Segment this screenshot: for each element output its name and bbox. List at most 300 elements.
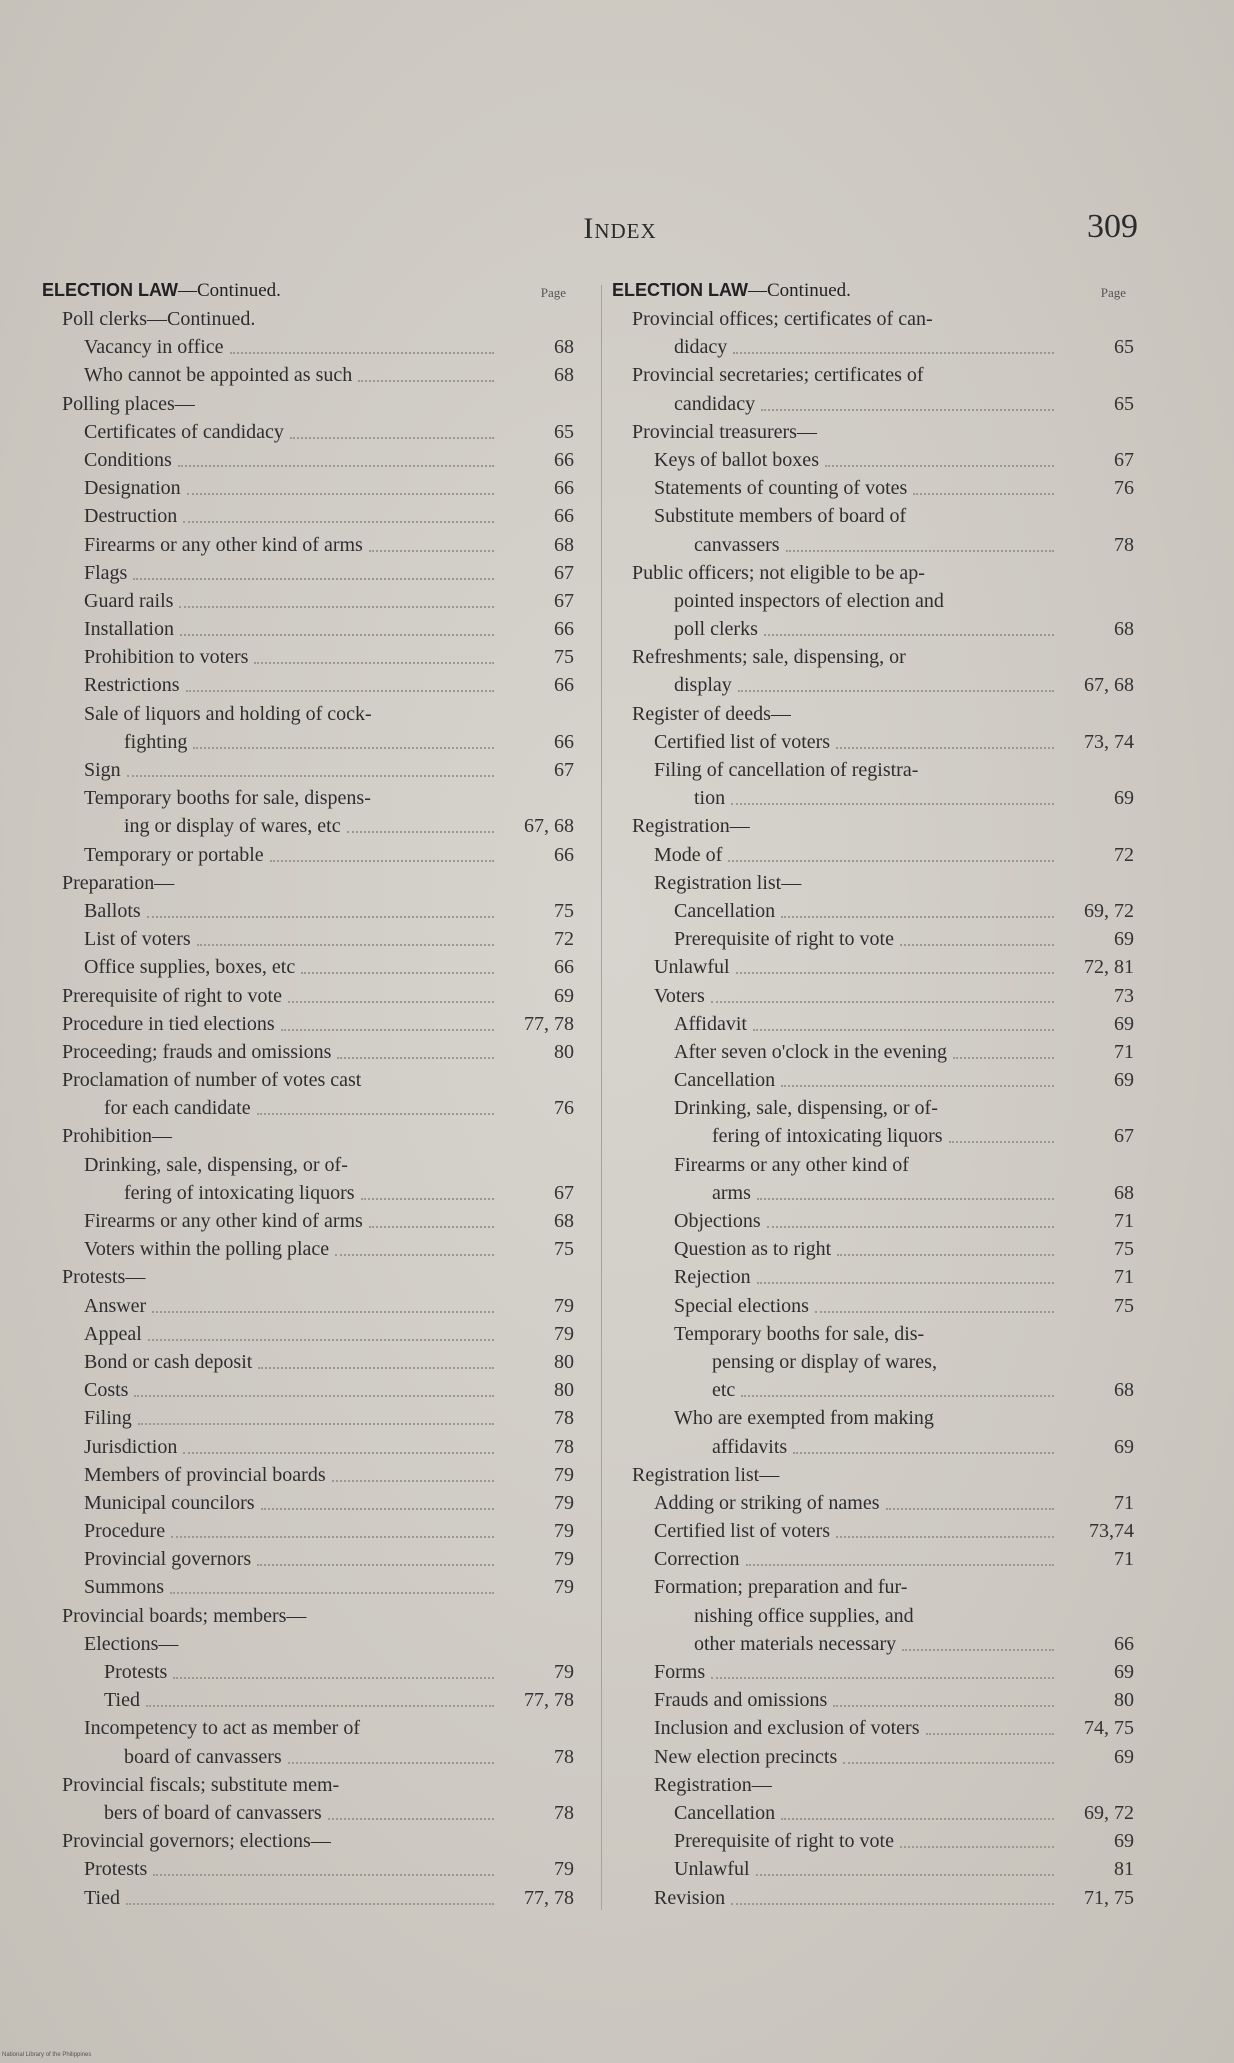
entry-text: Provincial governors; elections— bbox=[62, 1830, 331, 1853]
entry-text: pointed inspectors of election and bbox=[674, 589, 944, 612]
entry-page: 69 bbox=[1114, 1435, 1134, 1458]
entry-page: 66 bbox=[554, 956, 574, 979]
dot-leader bbox=[328, 1818, 494, 1820]
entry-text: Summons bbox=[84, 1576, 165, 1599]
entry-text: Prerequisite of right to vote bbox=[674, 928, 894, 951]
index-entry bbox=[42, 1517, 574, 1545]
entry-page: 67, 68 bbox=[524, 815, 574, 838]
dot-leader bbox=[152, 1311, 494, 1313]
entry-page: 74, 75 bbox=[1084, 1717, 1134, 1740]
dot-leader bbox=[146, 1705, 494, 1707]
index-entry bbox=[612, 1630, 1134, 1658]
entry-text: Temporary booths for sale, dis- bbox=[674, 1322, 925, 1345]
index-entry bbox=[42, 671, 574, 699]
entry-text: Bond or cash deposit bbox=[84, 1350, 253, 1373]
index-entry bbox=[612, 897, 1134, 925]
index-entry bbox=[42, 841, 574, 869]
entry-page: 69, 72 bbox=[1084, 899, 1134, 922]
index-entry bbox=[612, 1038, 1134, 1066]
index-entry bbox=[612, 1348, 1134, 1376]
entry-page: 80 bbox=[554, 1040, 574, 1063]
index-entry bbox=[42, 1376, 574, 1404]
index-entry bbox=[42, 1461, 574, 1489]
dot-leader bbox=[786, 550, 1054, 552]
entry-text: After seven o'clock in the evening bbox=[674, 1040, 947, 1063]
entry-page: 67 bbox=[554, 589, 574, 612]
index-entry bbox=[612, 1545, 1134, 1573]
entry-text: Poll clerks—Continued. bbox=[62, 308, 256, 330]
entry-text: Ballots bbox=[84, 899, 141, 922]
index-entry bbox=[42, 1884, 574, 1912]
entry-text: Provincial offices; certificates of can- bbox=[632, 308, 933, 330]
dot-leader bbox=[170, 1592, 494, 1594]
dot-leader bbox=[230, 352, 494, 354]
index-entry bbox=[42, 1320, 574, 1348]
entry-text: nishing office supplies, and bbox=[694, 1604, 914, 1627]
dot-leader bbox=[767, 1226, 1054, 1228]
entry-text: Costs bbox=[84, 1379, 129, 1402]
entry-text: Forms bbox=[654, 1661, 706, 1683]
entry-text: Incompetency to act as member of bbox=[84, 1717, 360, 1740]
entry-page: 78 bbox=[554, 1435, 574, 1458]
index-entry bbox=[42, 1010, 574, 1038]
index-entry bbox=[612, 1573, 1134, 1601]
entry-page: 69 bbox=[1114, 787, 1134, 810]
dot-leader bbox=[254, 662, 494, 664]
dot-leader bbox=[781, 1818, 1054, 1820]
entry-page: 67 bbox=[1114, 448, 1134, 471]
dot-leader bbox=[886, 1508, 1054, 1510]
dot-leader bbox=[902, 1649, 1054, 1651]
dot-leader bbox=[711, 1677, 1054, 1679]
entry-text: Protests bbox=[104, 1661, 168, 1683]
entry-page: 75 bbox=[554, 899, 574, 922]
dot-leader bbox=[731, 803, 1054, 805]
entry-text: Drinking, sale, dispensing, or of- bbox=[674, 1097, 938, 1120]
entry-page: 79 bbox=[554, 1322, 574, 1345]
entry-text: Installation bbox=[84, 618, 174, 641]
index-entry bbox=[612, 1771, 1134, 1799]
heading-continued: —Continued. bbox=[748, 280, 851, 301]
dot-leader bbox=[757, 1198, 1054, 1200]
index-entry bbox=[42, 1348, 574, 1376]
entry-text: Filing bbox=[84, 1407, 132, 1430]
dot-leader bbox=[257, 1564, 494, 1566]
entry-text: Procedure in tied elections bbox=[62, 1012, 275, 1035]
index-entry bbox=[612, 1235, 1134, 1263]
dot-leader bbox=[741, 1395, 1054, 1397]
index-entry bbox=[42, 784, 574, 812]
entry-page: 65 bbox=[1114, 336, 1134, 359]
index-entry bbox=[42, 1207, 574, 1235]
index-entry bbox=[42, 982, 574, 1010]
index-entry bbox=[612, 643, 1134, 671]
entry-text: Registration— bbox=[654, 1773, 772, 1796]
index-entry bbox=[42, 1038, 574, 1066]
entry-page: 79 bbox=[554, 1463, 574, 1486]
dot-leader bbox=[753, 1029, 1054, 1031]
entry-text: Vacancy in office bbox=[84, 336, 224, 359]
entry-text: bers of board of canvassers bbox=[104, 1801, 322, 1824]
entry-page: 73 bbox=[1114, 984, 1134, 1007]
entry-text: Cancellation bbox=[674, 899, 776, 922]
index-entry bbox=[612, 1010, 1134, 1038]
entry-text: New election precincts bbox=[654, 1745, 838, 1768]
entry-text: etc bbox=[712, 1379, 736, 1402]
entry-text: Procedure bbox=[84, 1520, 166, 1543]
dot-leader bbox=[953, 1057, 1054, 1059]
index-entry bbox=[612, 305, 1134, 333]
index-entry bbox=[42, 1771, 574, 1799]
dot-leader bbox=[733, 352, 1054, 354]
entry-text: Rejection bbox=[674, 1266, 751, 1289]
entry-text: Filing of cancellation of registra- bbox=[654, 759, 919, 781]
index-entry bbox=[42, 1827, 574, 1855]
entry-page: 66 bbox=[554, 843, 574, 866]
index-entry bbox=[42, 1573, 574, 1601]
dot-leader bbox=[736, 972, 1054, 974]
dot-leader bbox=[148, 1339, 494, 1341]
page-column-label: Page bbox=[1100, 285, 1126, 300]
dot-leader bbox=[781, 1085, 1054, 1087]
column-heading bbox=[612, 276, 1134, 305]
index-entries bbox=[612, 305, 1134, 1912]
entry-page: 76 bbox=[1114, 477, 1134, 500]
scan-footer: National Library of the Philippines bbox=[2, 2052, 92, 2058]
entry-text: didacy bbox=[674, 336, 728, 359]
index-entry bbox=[612, 1376, 1134, 1404]
index-entry bbox=[612, 531, 1134, 559]
entry-text: Public officers; not eligible to be ap- bbox=[632, 561, 925, 584]
entry-page: 68 bbox=[554, 533, 574, 556]
entry-text: Special elections bbox=[674, 1294, 809, 1317]
index-entry bbox=[42, 474, 574, 502]
dot-leader bbox=[335, 1254, 494, 1256]
index-entry bbox=[612, 418, 1134, 446]
entry-page: 67 bbox=[554, 759, 574, 781]
index-entry bbox=[42, 1855, 574, 1883]
entry-text: Affidavit bbox=[674, 1012, 747, 1035]
index-entry bbox=[42, 531, 574, 559]
index-entry bbox=[612, 1855, 1134, 1883]
entry-text: Refreshments; sale, dispensing, or bbox=[632, 646, 906, 669]
dot-leader bbox=[926, 1733, 1054, 1735]
entry-text: Register of deeds— bbox=[632, 702, 791, 725]
dot-leader bbox=[138, 1423, 494, 1425]
entry-text: fering of intoxicating liquors bbox=[124, 1181, 355, 1204]
index-entry bbox=[42, 700, 574, 728]
index-entry bbox=[612, 982, 1134, 1010]
index-entry bbox=[42, 1743, 574, 1771]
dot-leader bbox=[756, 1874, 1054, 1876]
entry-page: 69 bbox=[1114, 1069, 1134, 1092]
dot-leader bbox=[332, 1480, 494, 1482]
dot-leader bbox=[183, 1452, 494, 1454]
index-entry bbox=[612, 671, 1134, 699]
index-entry bbox=[612, 333, 1134, 361]
index-entry bbox=[42, 1292, 574, 1320]
dot-leader bbox=[781, 916, 1054, 918]
index-entry bbox=[612, 700, 1134, 728]
entry-page: 77, 78 bbox=[524, 1012, 574, 1035]
entry-page: 68 bbox=[554, 1210, 574, 1232]
dot-leader bbox=[761, 409, 1054, 411]
entry-page: 69 bbox=[1114, 928, 1134, 951]
entry-text: Revision bbox=[654, 1886, 726, 1909]
entry-page: 68 bbox=[1114, 618, 1134, 641]
entry-text: arms bbox=[712, 1181, 751, 1204]
entry-page: 78 bbox=[554, 1801, 574, 1824]
index-entry bbox=[612, 925, 1134, 953]
entry-text: Temporary booths for sale, dispens- bbox=[84, 787, 371, 810]
entry-text: Voters bbox=[654, 984, 705, 1007]
entry-page: 68 bbox=[554, 336, 574, 359]
dot-leader bbox=[147, 916, 494, 918]
index-entry bbox=[612, 756, 1134, 784]
index-entry bbox=[612, 812, 1134, 840]
index-entry bbox=[612, 1714, 1134, 1742]
heading-label: ELECTION LAW bbox=[612, 280, 748, 300]
index-entry bbox=[612, 1799, 1134, 1827]
entry-page: 76 bbox=[554, 1097, 574, 1120]
dot-leader bbox=[728, 860, 1054, 862]
entry-page: 73,74 bbox=[1089, 1520, 1134, 1543]
heading-continued: —Continued. bbox=[178, 280, 281, 301]
entry-text: Polling places— bbox=[62, 392, 195, 415]
entry-text: affidavits bbox=[712, 1435, 788, 1458]
entry-text: Registration list— bbox=[654, 871, 802, 894]
dot-leader bbox=[369, 550, 494, 552]
index-entry bbox=[612, 1884, 1134, 1912]
entry-text: Objections bbox=[674, 1210, 761, 1232]
entry-text: Destruction bbox=[84, 505, 178, 528]
entry-text: Registration— bbox=[632, 815, 750, 838]
index-entry bbox=[612, 784, 1134, 812]
index-entry bbox=[42, 615, 574, 643]
entry-page: 66 bbox=[554, 477, 574, 500]
dot-leader bbox=[126, 1903, 494, 1905]
entry-text: Inclusion and exclusion of voters bbox=[654, 1717, 920, 1740]
entry-text: Question as to right bbox=[674, 1238, 832, 1261]
column-heading bbox=[42, 276, 574, 305]
entry-text: Sign bbox=[84, 759, 121, 781]
index-entry bbox=[612, 1602, 1134, 1630]
dot-leader bbox=[843, 1762, 1054, 1764]
index-entry bbox=[612, 1151, 1134, 1179]
entry-page: 71 bbox=[1114, 1040, 1134, 1063]
index-entry bbox=[612, 1404, 1134, 1432]
index-entry bbox=[42, 1658, 574, 1686]
index-entry bbox=[612, 559, 1134, 587]
entry-text: Cancellation bbox=[674, 1069, 776, 1092]
entry-page: 71 bbox=[1114, 1491, 1134, 1514]
index-entry bbox=[42, 587, 574, 615]
entry-text: Temporary or portable bbox=[84, 843, 264, 866]
entry-text: Who cannot be appointed as such bbox=[84, 364, 353, 387]
index-entry bbox=[42, 643, 574, 671]
entry-text: Formation; preparation and fur- bbox=[654, 1576, 908, 1599]
entry-text: Members of provincial boards bbox=[84, 1463, 326, 1486]
entry-text: Conditions bbox=[84, 448, 172, 471]
index-entry bbox=[612, 869, 1134, 897]
index-entry bbox=[612, 728, 1134, 756]
entry-text: Adding or striking of names bbox=[654, 1491, 880, 1514]
index-entry bbox=[42, 1151, 574, 1179]
dot-leader bbox=[757, 1282, 1054, 1284]
dot-leader bbox=[187, 493, 494, 495]
entry-page: 65 bbox=[1114, 392, 1134, 415]
dot-leader bbox=[281, 1029, 494, 1031]
dot-leader bbox=[711, 1001, 1054, 1003]
dot-leader bbox=[179, 606, 494, 608]
entry-text: Prerequisite of right to vote bbox=[674, 1830, 894, 1853]
entry-text: display bbox=[674, 674, 732, 697]
entry-text: Tied bbox=[84, 1886, 120, 1909]
dot-leader bbox=[358, 380, 494, 382]
dot-leader bbox=[793, 1452, 1054, 1454]
entry-text: Certificates of candidacy bbox=[84, 420, 284, 443]
entry-page: 71 bbox=[1114, 1210, 1134, 1232]
index-entry bbox=[612, 1263, 1134, 1291]
index-entry bbox=[612, 1489, 1134, 1517]
entry-page: 73, 74 bbox=[1084, 730, 1134, 753]
index-entry bbox=[612, 1658, 1134, 1686]
index-entry bbox=[42, 390, 574, 418]
index-entry bbox=[42, 361, 574, 389]
index-entry bbox=[42, 925, 574, 953]
entry-text: candidacy bbox=[674, 392, 756, 415]
entry-text: Provincial secretaries; certificates of bbox=[632, 364, 924, 387]
entry-text: poll clerks bbox=[674, 618, 758, 641]
index-column-right bbox=[612, 276, 1134, 1912]
entry-text: Sale of liquors and holding of cock- bbox=[84, 702, 372, 725]
entry-page: 79 bbox=[554, 1294, 574, 1317]
entry-page: 66 bbox=[554, 618, 574, 641]
entry-page: 79 bbox=[554, 1576, 574, 1599]
entry-text: Substitute members of board of bbox=[654, 505, 907, 528]
dot-leader bbox=[180, 634, 494, 636]
dot-leader bbox=[261, 1508, 494, 1510]
entry-text: fighting bbox=[124, 730, 188, 753]
entry-page: 69 bbox=[554, 984, 574, 1007]
index-entry bbox=[42, 1179, 574, 1207]
entry-text: Prohibition— bbox=[62, 1125, 173, 1148]
entry-text: Elections— bbox=[84, 1632, 179, 1655]
dot-leader bbox=[369, 1226, 494, 1228]
entry-text: Mode of bbox=[654, 843, 723, 866]
entry-page: 79 bbox=[554, 1491, 574, 1514]
dot-leader bbox=[153, 1874, 494, 1876]
index-entry bbox=[42, 869, 574, 897]
index-entry bbox=[42, 1066, 574, 1094]
dot-leader bbox=[347, 831, 494, 833]
entry-text: Cancellation bbox=[674, 1801, 776, 1824]
index-entry bbox=[42, 1433, 574, 1461]
entry-text: Firearms or any other kind of bbox=[674, 1153, 909, 1176]
dot-leader bbox=[257, 1113, 494, 1115]
index-entry bbox=[42, 728, 574, 756]
entry-text: Registration list— bbox=[632, 1463, 780, 1486]
entry-text: for each candidate bbox=[104, 1097, 251, 1120]
entry-text: Who are exempted from making bbox=[674, 1407, 934, 1430]
dot-leader bbox=[127, 775, 494, 777]
entry-page: 79 bbox=[554, 1661, 574, 1683]
entry-text: Unlawful bbox=[674, 1858, 750, 1881]
entry-page: 79 bbox=[554, 1520, 574, 1543]
index-entry bbox=[612, 1207, 1134, 1235]
entry-text: Firearms or any other kind of arms bbox=[84, 1210, 363, 1232]
index-entry bbox=[612, 1433, 1134, 1461]
entry-text: tion bbox=[694, 787, 726, 810]
entry-text: Certified list of voters bbox=[654, 730, 831, 753]
dot-leader bbox=[134, 1395, 494, 1397]
dot-leader bbox=[836, 1536, 1054, 1538]
dot-leader bbox=[815, 1311, 1054, 1313]
index-entries bbox=[42, 305, 574, 1912]
dot-leader bbox=[290, 437, 494, 439]
entry-text: Flags bbox=[84, 561, 128, 584]
entry-text: Provincial governors bbox=[84, 1548, 252, 1571]
entry-text: other materials necessary bbox=[694, 1632, 897, 1655]
entry-page: 69 bbox=[1114, 1012, 1134, 1035]
index-entry bbox=[42, 1630, 574, 1658]
entry-page: 71, 75 bbox=[1084, 1886, 1134, 1909]
entry-page: 79 bbox=[554, 1858, 574, 1881]
entry-page: 80 bbox=[554, 1350, 574, 1373]
entry-text: Statements of counting of votes bbox=[654, 477, 908, 500]
dot-leader bbox=[900, 944, 1054, 946]
entry-page: 68 bbox=[1114, 1379, 1134, 1402]
entry-page: 71 bbox=[1114, 1548, 1134, 1571]
entry-page: 66 bbox=[554, 448, 574, 471]
index-entry bbox=[612, 841, 1134, 869]
entry-text: ing or display of wares, etc bbox=[124, 815, 341, 838]
index-entry bbox=[42, 446, 574, 474]
entry-text: Correction bbox=[654, 1548, 740, 1571]
index-entry bbox=[42, 1235, 574, 1263]
dot-leader bbox=[337, 1057, 494, 1059]
entry-text: Protests bbox=[84, 1858, 148, 1881]
entry-text: Frauds and omissions bbox=[654, 1689, 828, 1712]
index-entry bbox=[612, 474, 1134, 502]
index-entry bbox=[42, 1602, 574, 1630]
entry-page: 66 bbox=[554, 505, 574, 528]
dot-leader bbox=[738, 690, 1054, 692]
index-entry bbox=[42, 897, 574, 925]
dot-leader bbox=[133, 578, 494, 580]
index-entry bbox=[42, 418, 574, 446]
entry-page: 68 bbox=[1114, 1181, 1134, 1204]
index-entry bbox=[612, 1292, 1134, 1320]
index-entry bbox=[42, 305, 574, 333]
entry-page: 69 bbox=[1114, 1745, 1134, 1768]
dot-leader bbox=[825, 465, 1054, 467]
entry-text: Appeal bbox=[84, 1322, 142, 1345]
entry-text: Preparation— bbox=[62, 871, 175, 894]
index-entry bbox=[612, 1320, 1134, 1348]
entry-page: 67 bbox=[554, 561, 574, 584]
dot-leader bbox=[837, 1254, 1054, 1256]
index-entry bbox=[42, 502, 574, 530]
entry-text: Proclamation of number of votes cast bbox=[62, 1069, 362, 1092]
dot-leader bbox=[258, 1367, 494, 1369]
dot-leader bbox=[270, 860, 494, 862]
entry-text: fering of intoxicating liquors bbox=[712, 1125, 943, 1148]
index-entry bbox=[612, 502, 1134, 530]
entry-text: Guard rails bbox=[84, 589, 174, 612]
index-entry bbox=[42, 1263, 574, 1291]
entry-text: Provincial treasurers— bbox=[632, 420, 817, 443]
